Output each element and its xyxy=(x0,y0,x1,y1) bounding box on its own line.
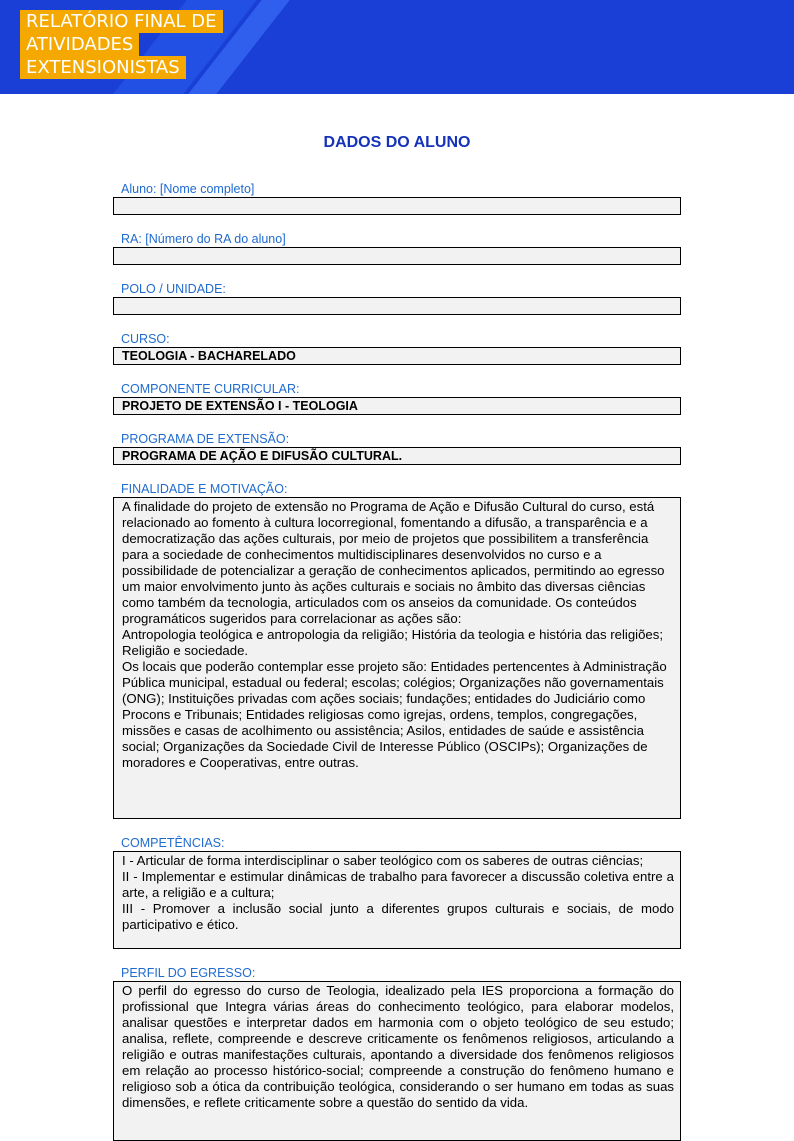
field-componente-label: COMPONENTE CURRICULAR: xyxy=(121,382,300,396)
finalidade-paragraph: A finalidade do projeto de extensão no Programa de Ação e Difusão Cultural do curso, está relacionado ao fomento à cultura locorregional, fomentando a difusão, a transparência e a democratização das ações culturais, por meio de projetos que possibilitem a transferência para a sociedade de conhecimentos multidisciplinares desenvolvidos no curso e a possibilidade de potencializar a geração de conhecimentos aplicados, permitindo ao egresso um maior envolvimento junto às ações culturais e sociais no âmbito das diversas ciências como também da tecnologia, articulados com os anseios da comunidade. Os conteúdos programáticos sugeridos para correlacionar as ações são: xyxy=(122,499,665,626)
finalidade-paragraph: Os locais que poderão contemplar esse projeto são: Entidades pertencentes à Administração Pública municipal, estadual ou federal; escolas; colégios; Organizações não governamentais (ONG); Instituições privadas com ações sociais; fundações; entidades do Judiciário como Procons e Tribunais; Entidades religiosas como igrejas, ordens, templos, congregações, missões e casas de acolhimento ou assistência; Asilos, entidades de saúde e assistência social; Organizações da Sociedade Civil de Interesse Público (OSCIPs); Organizações de moradores e Cooperativas, entre outras. xyxy=(122,659,667,770)
field-programa xyxy=(113,431,681,465)
field-polo xyxy=(113,281,681,315)
report-title-line-3: EXTENSIONISTAS xyxy=(20,56,186,79)
field-curso-value: TEOLOGIA - BACHARELADO xyxy=(113,347,681,365)
field-ra-input[interactable] xyxy=(113,247,681,265)
field-competencias xyxy=(113,835,681,949)
report-title-line-1: RELATÓRIO FINAL DE xyxy=(20,10,223,33)
field-finalidade-text xyxy=(113,497,681,819)
report-title xyxy=(20,10,223,79)
field-programa-value: PROGRAMA DE AÇÃO E DIFUSÃO CULTURAL. xyxy=(113,447,681,465)
section-title: DADOS DO ALUNO xyxy=(323,134,471,151)
field-perfil xyxy=(113,965,681,1141)
field-aluno xyxy=(113,181,681,215)
field-curso-label: CURSO: xyxy=(121,332,170,346)
field-competencias-label: COMPETÊNCIAS: xyxy=(121,836,225,850)
finalidade-paragraph: Antropologia teológica e antropologia da religião; História da teologia e história das religiões; Religião e sociedade. xyxy=(122,627,664,658)
field-finalidade xyxy=(113,481,681,819)
competencia-item: III - Promover a inclusão social junto a diferentes grupos culturais e sociais, de modo participativo e ético. xyxy=(122,901,674,932)
field-componente-value: PROJETO DE EXTENSÃO I - TEOLOGIA xyxy=(113,397,681,415)
field-polo-label: POLO / UNIDADE: xyxy=(121,282,226,296)
field-ra-label: RA: [Número do RA do aluno] xyxy=(121,232,286,246)
field-aluno-input[interactable] xyxy=(113,197,681,215)
field-curso xyxy=(113,331,681,365)
field-ra xyxy=(113,231,681,265)
competencia-item: II - Implementar e estimular dinâmicas de trabalho para favorecer a discussão coletiva entre a arte, a religião e a cultura; xyxy=(122,869,674,900)
perfil-paragraph: O perfil do egresso do curso de Teologia, idealizado pela IES proporciona a formação do profissional que Integra várias áreas do conhecimento teológico, para elaborar modelos, analisar questões e interpretar dados em harmonia com o objeto teológico de seu estudo; analisa, reflete, compreende e descreve criticamente os fenômenos religiosos, articulando a religião e outras manifestações culturais, apontando a diversidade dos fenômenos religiosos em relação ao processo histórico-social; compreende a construção do fenômeno humano e religioso sob a ótica da contribuição teológica, considerando o ser humano em todas as suas dimensões, e reflete criticamente sobre a questão do sentido da vida. xyxy=(122,983,674,1110)
header-banner xyxy=(0,0,794,94)
field-competencias-text xyxy=(113,851,681,949)
competencia-item: I - Articular de forma interdisciplinar o saber teológico com os saberes de outras ciências; xyxy=(122,853,644,868)
field-componente xyxy=(113,381,681,415)
field-finalidade-label: FINALIDADE E MOTIVAÇÃO: xyxy=(121,482,288,496)
field-polo-input[interactable] xyxy=(113,297,681,315)
field-programa-label: PROGRAMA DE EXTENSÃO: xyxy=(121,432,290,446)
field-perfil-text xyxy=(113,981,681,1141)
report-title-line-2: ATIVIDADES xyxy=(20,33,139,56)
field-aluno-label: Aluno: [Nome completo] xyxy=(121,182,255,196)
field-perfil-label: PERFIL DO EGRESSO: xyxy=(121,966,256,980)
